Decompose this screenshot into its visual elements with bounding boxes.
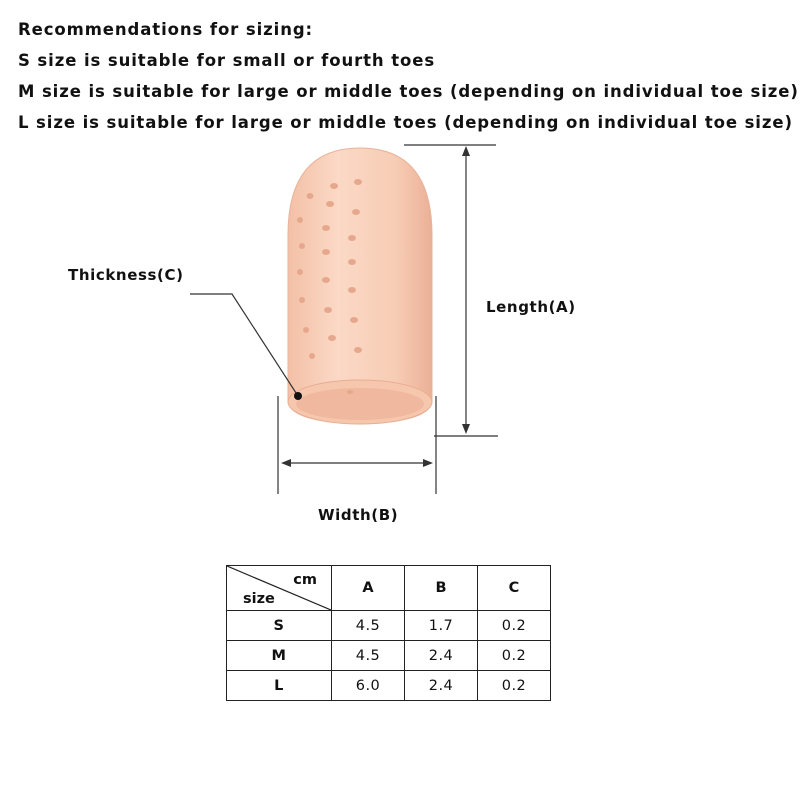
value-cell: 1.7	[405, 611, 478, 641]
thickness-label: Thickness(C)	[68, 266, 184, 284]
width-label: Width(B)	[318, 506, 399, 524]
column-header-b: B	[405, 566, 478, 611]
value-cell: 0.2	[478, 611, 551, 641]
value-cell: 0.2	[478, 641, 551, 671]
recommendation-l: L size is suitable for large or middle toes (depending on individual toe size)	[18, 113, 793, 132]
value-cell: 4.5	[332, 611, 405, 641]
value-cell: 0.2	[478, 671, 551, 701]
table-header-row	[227, 566, 551, 611]
thickness-leader-line	[190, 294, 298, 396]
length-label: Length(A)	[486, 298, 576, 316]
recommendation-m: M size is suitable for large or middle toes (depending on individual toe size)	[18, 82, 799, 101]
size-column-label: size	[243, 591, 275, 607]
column-header-a: A	[332, 566, 405, 611]
length-arrow-top	[462, 146, 470, 156]
recommendations-heading: Recommendations for sizing:	[18, 20, 314, 39]
value-cell: 2.4	[405, 641, 478, 671]
toe-sleeve-image	[288, 148, 432, 424]
recommendation-s: S size is suitable for small or fourth toes	[18, 51, 436, 70]
width-arrow-left	[281, 459, 291, 467]
width-arrow-right	[423, 459, 433, 467]
value-cell: 6.0	[332, 671, 405, 701]
table-corner-cell	[227, 566, 332, 611]
size-cell: S	[227, 611, 332, 641]
length-arrow-bottom	[462, 424, 470, 434]
size-chart-table	[226, 565, 551, 701]
unit-label: cm	[293, 572, 317, 588]
table-row	[227, 641, 551, 671]
size-cell: M	[227, 641, 332, 671]
value-cell: 2.4	[405, 671, 478, 701]
table-row	[227, 611, 551, 641]
size-cell: L	[227, 671, 332, 701]
thickness-point-marker	[294, 392, 302, 400]
table-row	[227, 671, 551, 701]
column-header-c: C	[478, 566, 551, 611]
value-cell: 4.5	[332, 641, 405, 671]
